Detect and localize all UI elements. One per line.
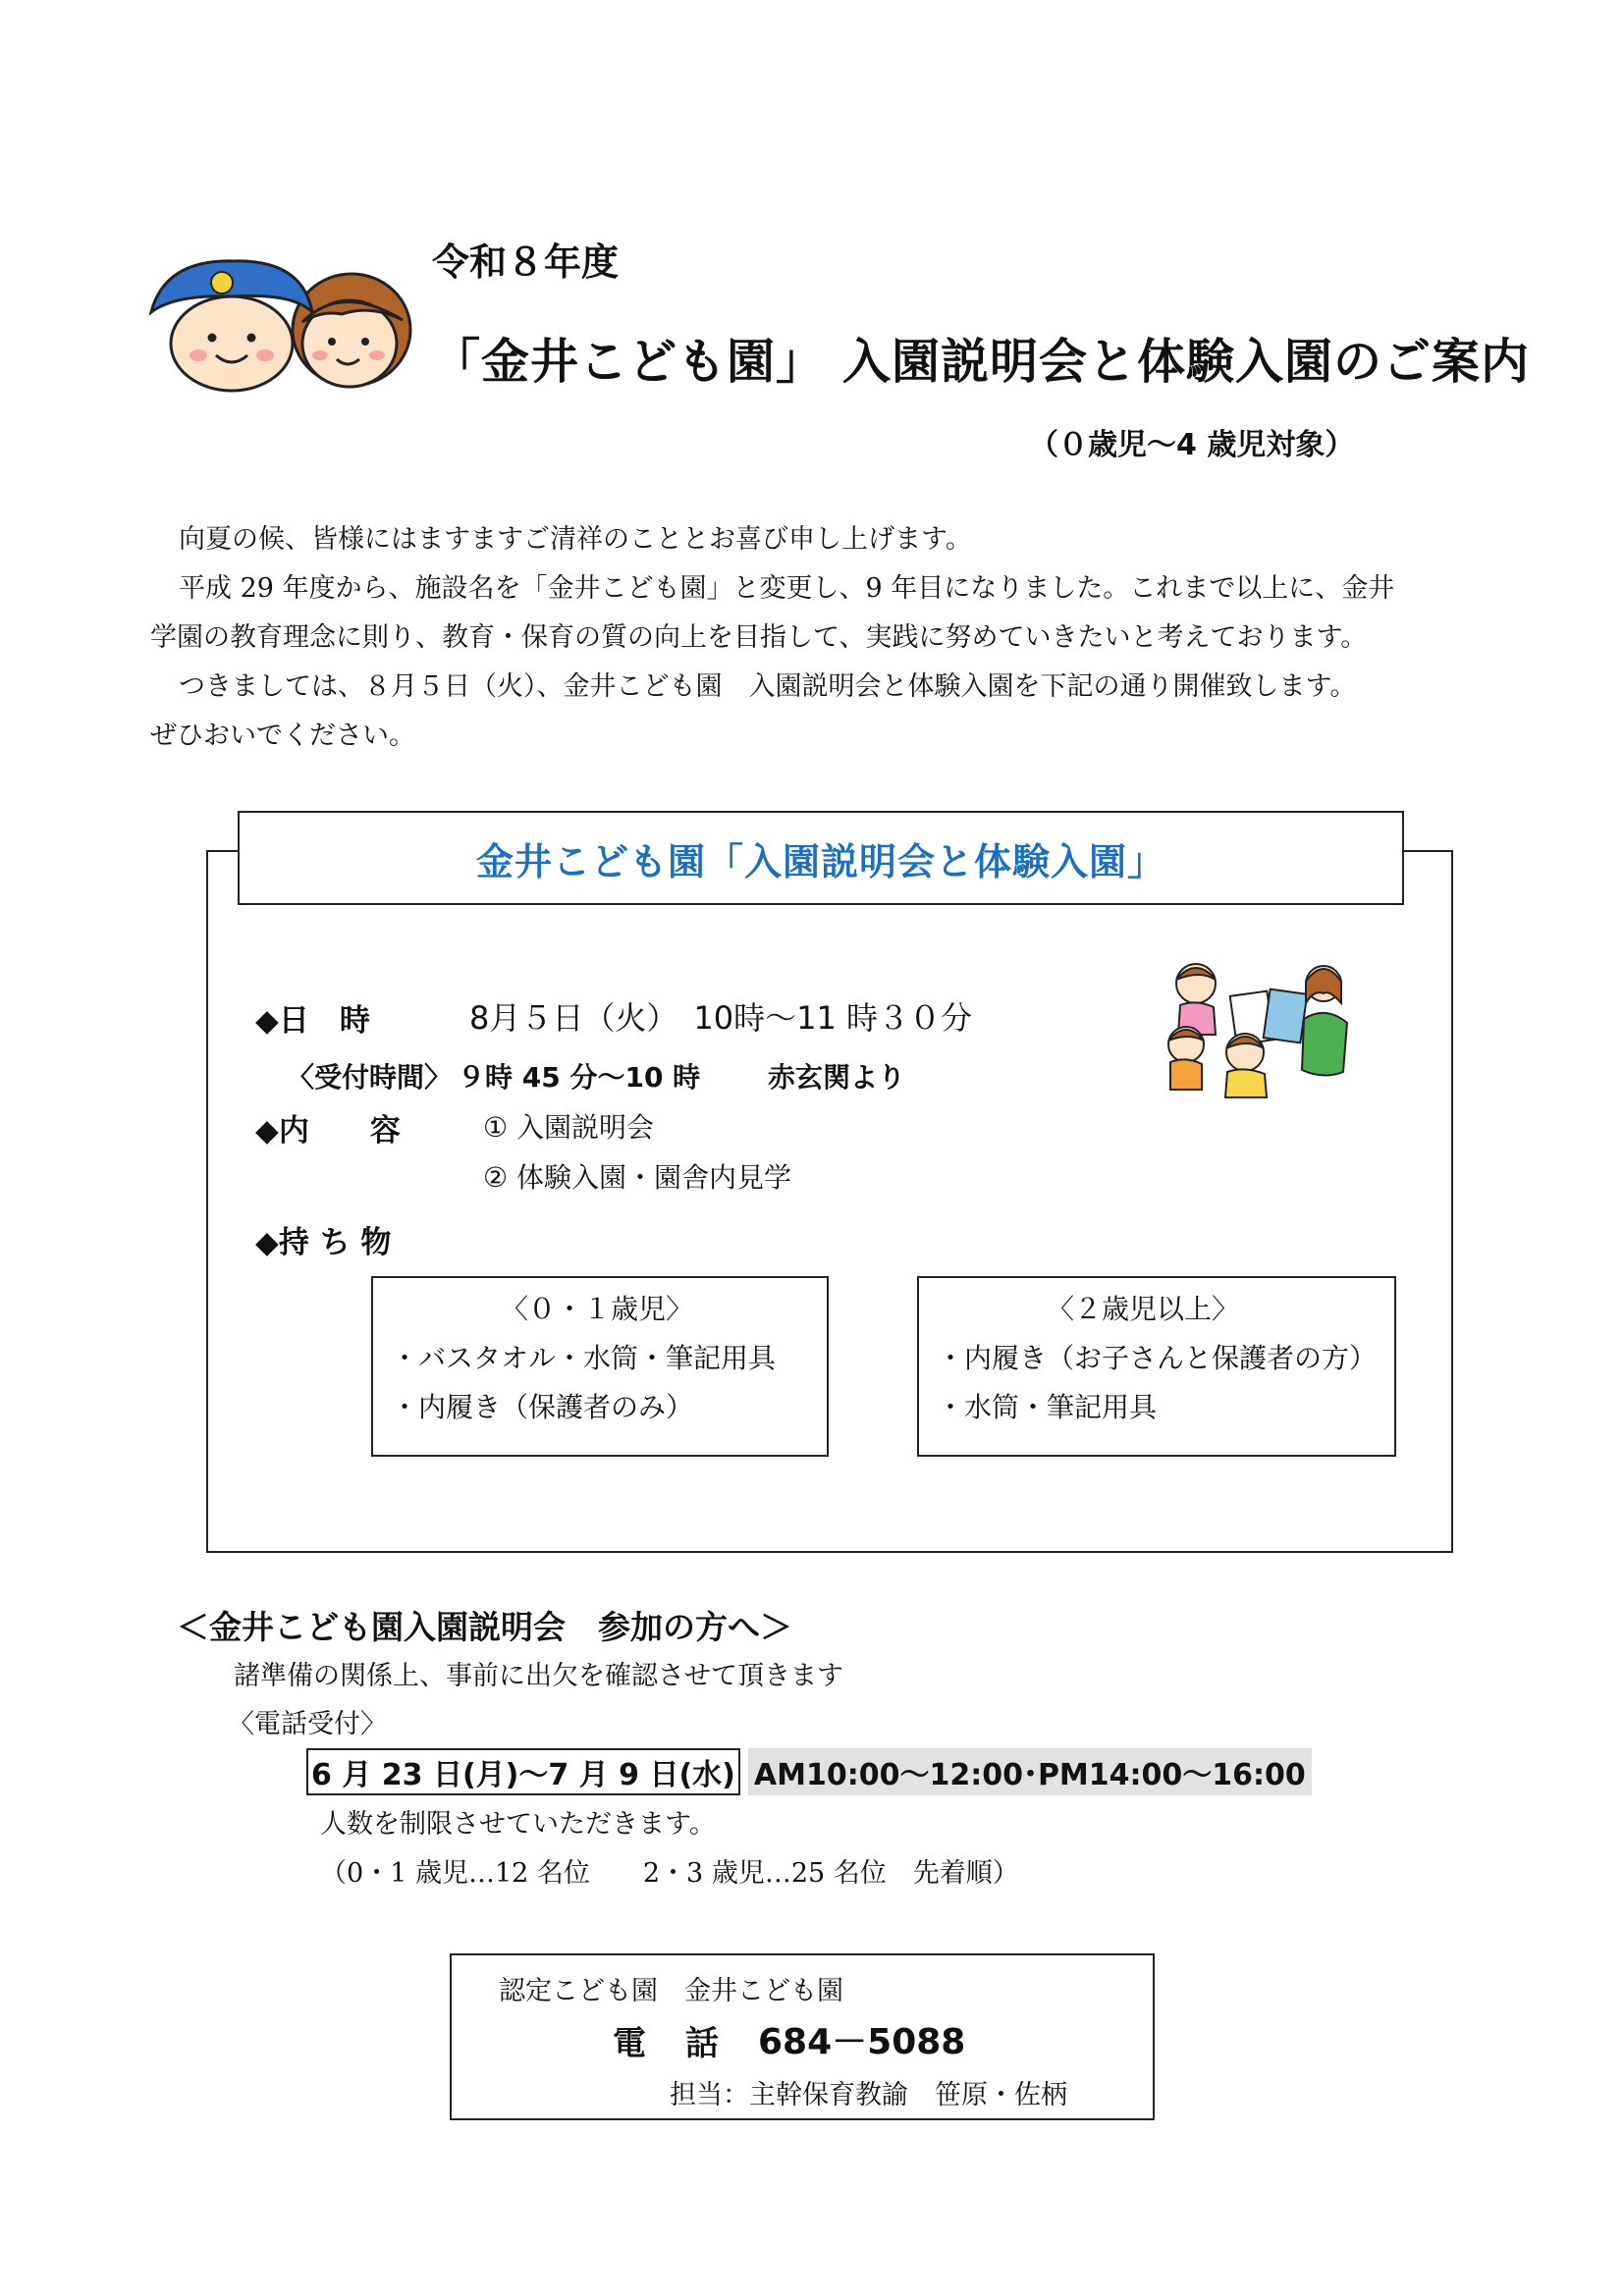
content-item-2: ② 体験入園・園舎内見学 <box>483 1161 792 1194</box>
belongings-label: ◆持 ち 物 <box>255 1225 392 1260</box>
content-item-1: ① 入園説明会 <box>483 1111 655 1144</box>
kids-illustration <box>145 253 416 393</box>
phone-reception-dates: 6 月 23 日(月)～7 月 9 日(水) <box>306 1748 740 1795</box>
belongings-older-item-2: ・水筒・筆記用具 <box>937 1391 1158 1423</box>
intro-line-1: 向夏の候、皆様にはますますご清祥のこととお喜び申し上げます。 <box>179 524 972 555</box>
contact-phone-number: 684－5088 <box>758 2022 966 2062</box>
intro-line-5: ぜひおいでください。 <box>150 721 415 751</box>
contact-phone-label: 電 話 <box>613 2024 732 2063</box>
phone-reception-hours: AM10:00～12:00･PM14:00～16:00 <box>748 1748 1312 1795</box>
event-banner-title: 金井こども園「入園説明会と体験入園」 <box>475 839 1165 883</box>
phone-reception-period <box>306 1751 1312 1792</box>
capacity-notice: （0・1 歳児…12 名位 2・3 歳児…25 名位 先着順） <box>320 1858 1019 1889</box>
fiscal-year: 令和８年度 <box>432 240 620 284</box>
reception-time: ９時 45 分～10 時 <box>458 1061 701 1094</box>
reception-place: 赤玄関より <box>768 1061 906 1094</box>
content-label: ◆内 容 <box>255 1113 401 1148</box>
contact-staff: 担当：主幹保育教諭 笹原・佐柄 <box>670 2080 1067 2110</box>
contact-organization: 認定こども園 金井こども園 <box>499 1976 843 2006</box>
reception-label: 〈受付時間〉 <box>287 1061 453 1094</box>
contact-box <box>450 1953 1155 2120</box>
belongings-box-young <box>371 1276 829 1457</box>
intro-line-3: 学園の教育理念に則り、教育・保育の質の向上を目指して、実践に努めていきたいと考えております。 <box>150 622 1368 653</box>
datetime-label: ◆日 時 <box>255 1003 370 1039</box>
event-banner <box>238 811 1404 905</box>
notice-title: ＜金井こども園入園説明会 参加の方へ＞ <box>177 1608 792 1646</box>
belongings-older-heading: 〈２歳児以上〉 <box>1047 1293 1240 1325</box>
belongings-older-item-1: ・内履き（お子さんと保護者の方） <box>937 1342 1378 1374</box>
belongings-young-item-1: ・バスタオル・水筒・筆記用具 <box>391 1342 777 1374</box>
intro-line-2: 平成 29 年度から、施設名を「金井こども園」と変更し、9 年目になりました。これまで以上に、金井 <box>179 573 1395 604</box>
phone-reception-label: 〈電話受付〉 <box>228 1709 387 1739</box>
target-age: （０歳児～4 歳児対象） <box>1029 428 1355 462</box>
datetime-value: 8月５日（火） 10時～11 時３０分 <box>469 999 972 1037</box>
children-reading-illustration <box>1157 954 1349 1099</box>
limit-notice: 人数を制限させていただきます。 <box>320 1809 716 1840</box>
page-title: 「金井こども園」 入園説明会と体験入園のご案内 <box>432 334 1531 390</box>
belongings-young-heading: 〈０・１歳児〉 <box>501 1293 694 1325</box>
belongings-box-older <box>917 1276 1396 1457</box>
notice-line-1: 諸準備の関係上、事前に出欠を確認させて頂きます <box>234 1661 843 1691</box>
belongings-young-item-2: ・内履き（保護者のみ） <box>391 1391 694 1423</box>
intro-line-4: つきましては、８月５日（火）、金井こども園 入園説明会と体験入園を下記の通り開催致します。 <box>179 671 1357 702</box>
